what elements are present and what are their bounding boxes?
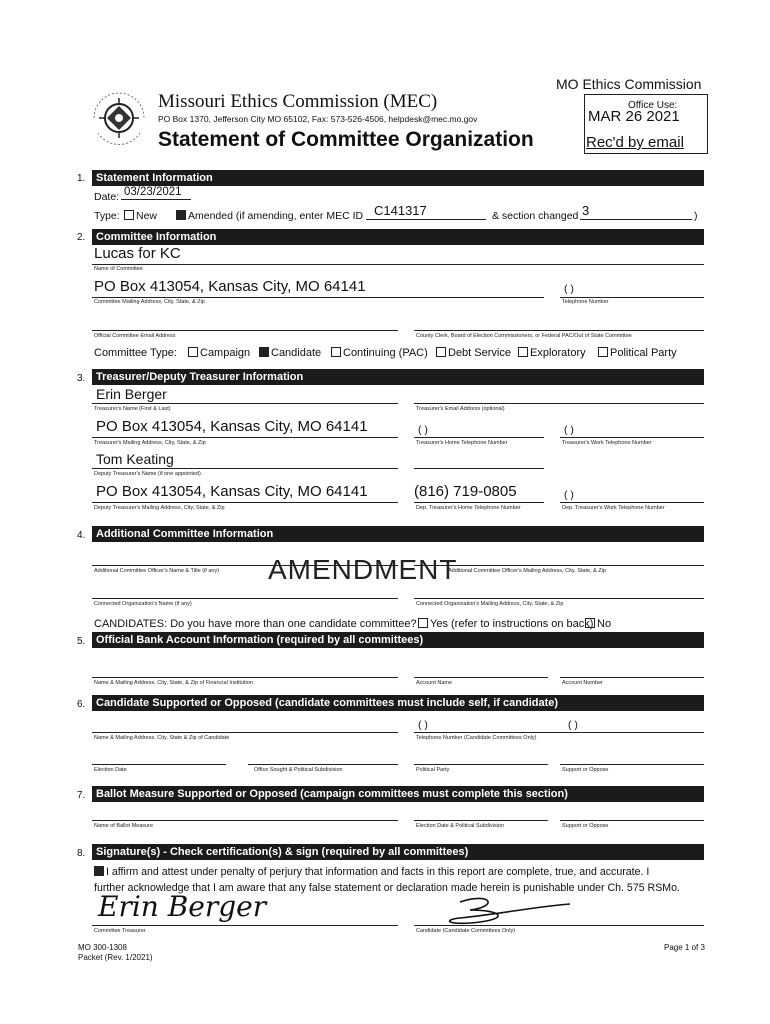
type-campaign[interactable]: Campaign (188, 347, 250, 359)
committee-address[interactable]: PO Box 413054, Kansas City, MO 64141 (94, 278, 366, 295)
committee-type-label: Committee Type: (94, 347, 177, 359)
deputy-work-phone[interactable]: ( ) (564, 489, 574, 501)
committee-phone[interactable]: ( ) (564, 283, 574, 295)
sec7-title: Ballot Measure Supported or Opposed (campaign committees must complete this section) (92, 786, 704, 802)
sec8-number: 8. (77, 848, 86, 859)
sec4-number: 4. (77, 530, 86, 541)
stamp-line1: MO Ethics Commission (556, 76, 702, 92)
packet-rev: Packet (Rev. 1/2021) (78, 953, 153, 962)
deputy-home-phone[interactable]: (816) 719-0805 (414, 483, 517, 500)
type-new-option[interactable]: New (124, 210, 157, 222)
sec3-title: Treasurer/Deputy Treasurer Information (92, 369, 704, 385)
treasurer-address[interactable]: PO Box 413054, Kansas City, MO 64141 (96, 418, 368, 435)
candidate-signature[interactable] (420, 892, 580, 932)
candidate-phone-2[interactable]: ( ) (568, 719, 578, 731)
form-title: Statement of Committee Organization (158, 128, 534, 151)
new-checkbox[interactable] (124, 210, 134, 220)
sec1-number: 1. (77, 173, 86, 184)
form-number: MO 300-1308 (78, 943, 127, 952)
date-label: Date: (94, 191, 120, 203)
candidates-yes[interactable]: Yes (refer to instructions on back) (418, 618, 593, 630)
sec6-title: Candidate Supported or Opposed (candidate committees must include self, if candidate) (92, 695, 704, 711)
type-label: Type: (94, 210, 120, 222)
candidates-no[interactable]: No (585, 618, 611, 630)
mec-id-value[interactable]: C141317 (374, 203, 427, 218)
sec5-number: 5. (77, 636, 86, 647)
affirm-checkbox[interactable] (94, 866, 104, 876)
amendment-stamp: AMENDMENT (268, 554, 458, 585)
treasurer-signature[interactable]: Erin Berger (98, 890, 267, 923)
deputy-address[interactable]: PO Box 413054, Kansas City, MO 64141 (96, 483, 368, 500)
sec6-number: 6. (77, 699, 86, 710)
affirm-statement[interactable]: I affirm and attest under penalty of perjury that information and facts in this report are complete, true, and accurate. I (94, 866, 649, 878)
candidate-phone[interactable]: ( ) (418, 719, 428, 731)
org-address: PO Box 1370, Jefferson City MO 65102, Fax: 573-526-4506, helpdesk@mec.mo.gov (158, 114, 478, 124)
type-exploratory[interactable]: Exploratory (518, 347, 586, 359)
office-use-label: Office Use: (628, 100, 678, 111)
section-changed-value[interactable]: 3 (582, 203, 590, 218)
org-name: Missouri Ethics Commission (MEC) (158, 91, 438, 112)
sec7-number: 7. (77, 790, 86, 801)
type-amended-option[interactable]: Amended (if amending, enter MEC ID (176, 210, 363, 222)
mec-seal-logo (84, 83, 154, 153)
page-number: Page 1 of 3 (664, 943, 705, 952)
amended-checkbox[interactable] (176, 210, 186, 220)
section-changed-label: & section changed (492, 210, 579, 222)
deputy-name[interactable]: Tom Keating (96, 451, 174, 467)
affirm-statement-2: further acknowledge that I am aware that any false statement or declaration made herein is punishable under Ch. 575 RSMo. (94, 882, 680, 894)
treasurer-name[interactable]: Erin Berger (96, 386, 167, 402)
date-value[interactable]: 03/23/2021 (124, 186, 182, 198)
candidates-question: CANDIDATES: Do you have more than one candidate committee? (94, 618, 417, 630)
sec4-title: Additional Committee Information (92, 526, 704, 542)
sec3-number: 3. (77, 373, 86, 384)
stamp-date: MAR 26 2021 (588, 108, 680, 125)
type-debt-service[interactable]: Debt Service (436, 347, 511, 359)
sec5-title: Official Bank Account Information (required by all committees) (92, 632, 704, 648)
sec2-number: 2. (77, 232, 86, 243)
sec1-title: Statement Information (92, 170, 704, 186)
sec8-title: Signature(s) - Check certification(s) & sign (required by all committees) (92, 844, 704, 860)
committee-name[interactable]: Lucas for KC (94, 245, 181, 262)
treasurer-home-phone[interactable]: ( ) (418, 424, 428, 436)
treasurer-work-phone[interactable]: ( ) (564, 424, 574, 436)
type-political-party[interactable]: Political Party (598, 347, 677, 359)
type-continuing[interactable]: Continuing (PAC) (331, 347, 428, 359)
type-candidate[interactable]: Candidate (259, 347, 321, 359)
stamp-received: Rec'd by email (586, 134, 684, 151)
sec2-title: Committee Information (92, 229, 704, 245)
